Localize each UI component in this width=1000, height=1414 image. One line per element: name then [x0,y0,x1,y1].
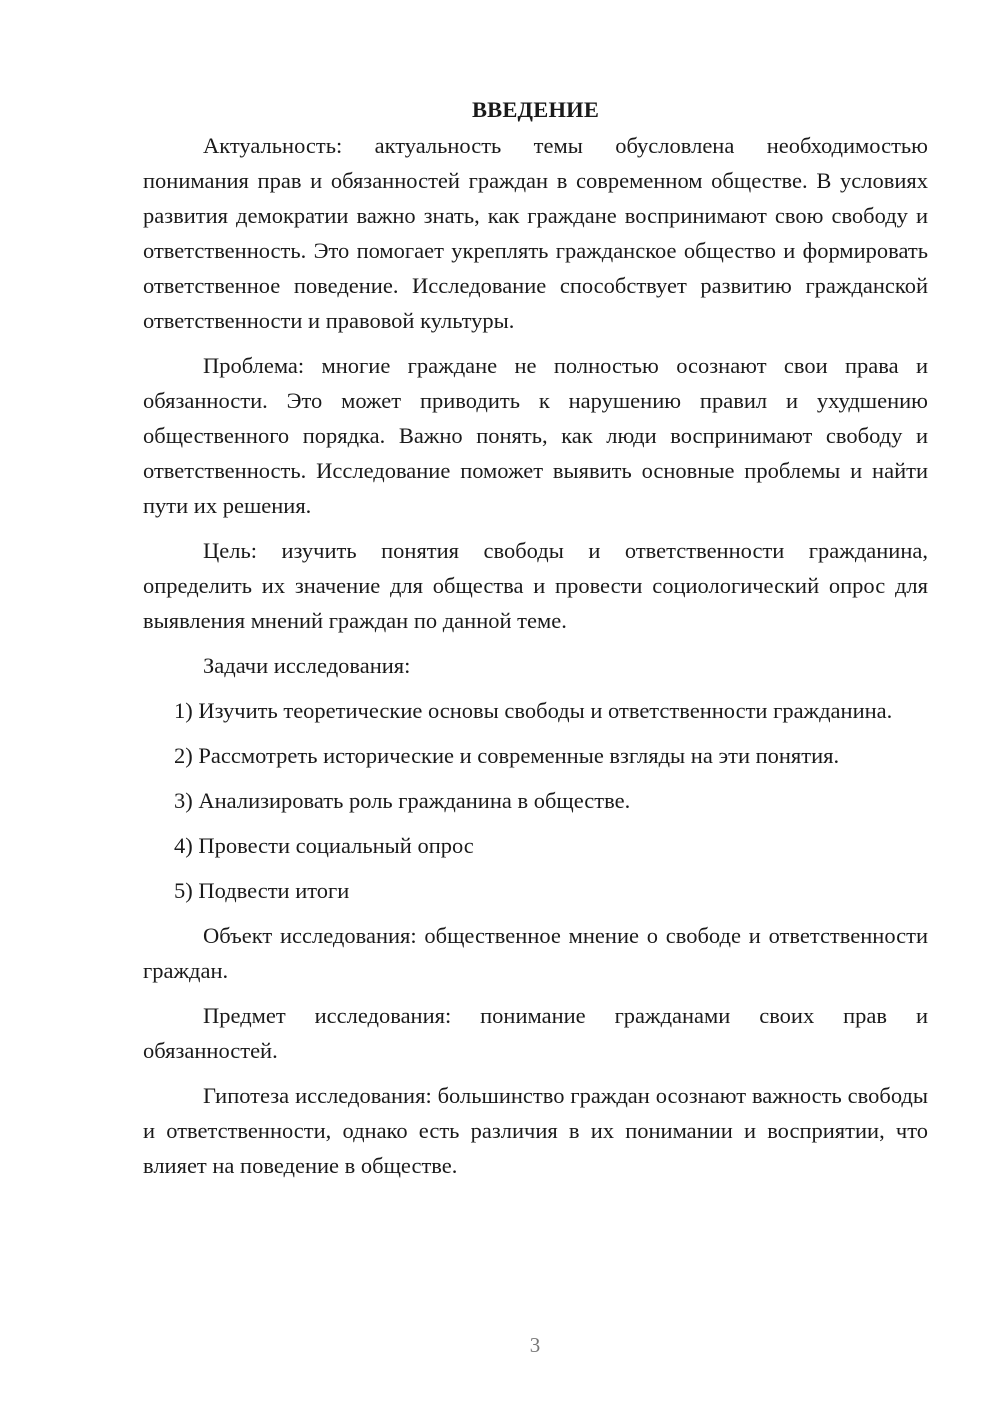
page-number: 3 [529,1333,541,1357]
subject-paragraph: Предмет исследования: понимание гражданами своих прав и обязанностей. [143,1003,928,1063]
document-page [143,92,928,1193]
task-item: 1) Изучить теоретические основы свободы и ответственности гражданина. [174,698,893,723]
object-paragraph: Объект исследования: общественное мнение о свободе и ответственности граждан. [143,923,928,983]
task-item: 5) Подвести итоги [174,878,350,903]
hypothesis-paragraph: Гипотеза исследования: большинство граждан осознают важность свободы и ответственности, однако есть различия в их понимании и восприятии, что влияет на поведение в обществе. [143,1083,928,1178]
task-item: 3) Анализировать роль гражданина в обществе. [174,788,631,813]
problem-paragraph: Проблема: многие граждане не полностью осознают свои права и обязанности. Это может приводить к нарушению правил и ухудшению общественного порядка. Важно понять, как люди воспринимают свободу и ответственность. Исследование поможет выявить основные проблемы и найти пути их решения. [143,353,928,518]
task-item: 2) Рассмотреть исторические и современные взгляды на эти понятия. [174,743,840,768]
page-title: ВВЕДЕНИЕ [471,97,600,122]
tasks-heading: Задачи исследования: [203,653,411,678]
relevance-paragraph: Актуальность: актуальность темы обусловлена необходимостью понимания прав и обязанностей граждан в современном обществе. В условиях развития демократии важно знать, как граждане воспринимают свою свободу и ответственность. Это помогает укреплять гражданское общество и формировать ответственное поведение. Исследование способствует развитию гражданской ответственности и правовой культуры. [143,133,928,333]
tasks-list [143,693,928,908]
goal-paragraph: Цель: изучить понятия свободы и ответственности гражданина, определить их значение для общества и провести социологический опрос для выявления мнений граждан по данной теме. [143,538,928,633]
task-item: 4) Провести социальный опрос [174,833,474,858]
